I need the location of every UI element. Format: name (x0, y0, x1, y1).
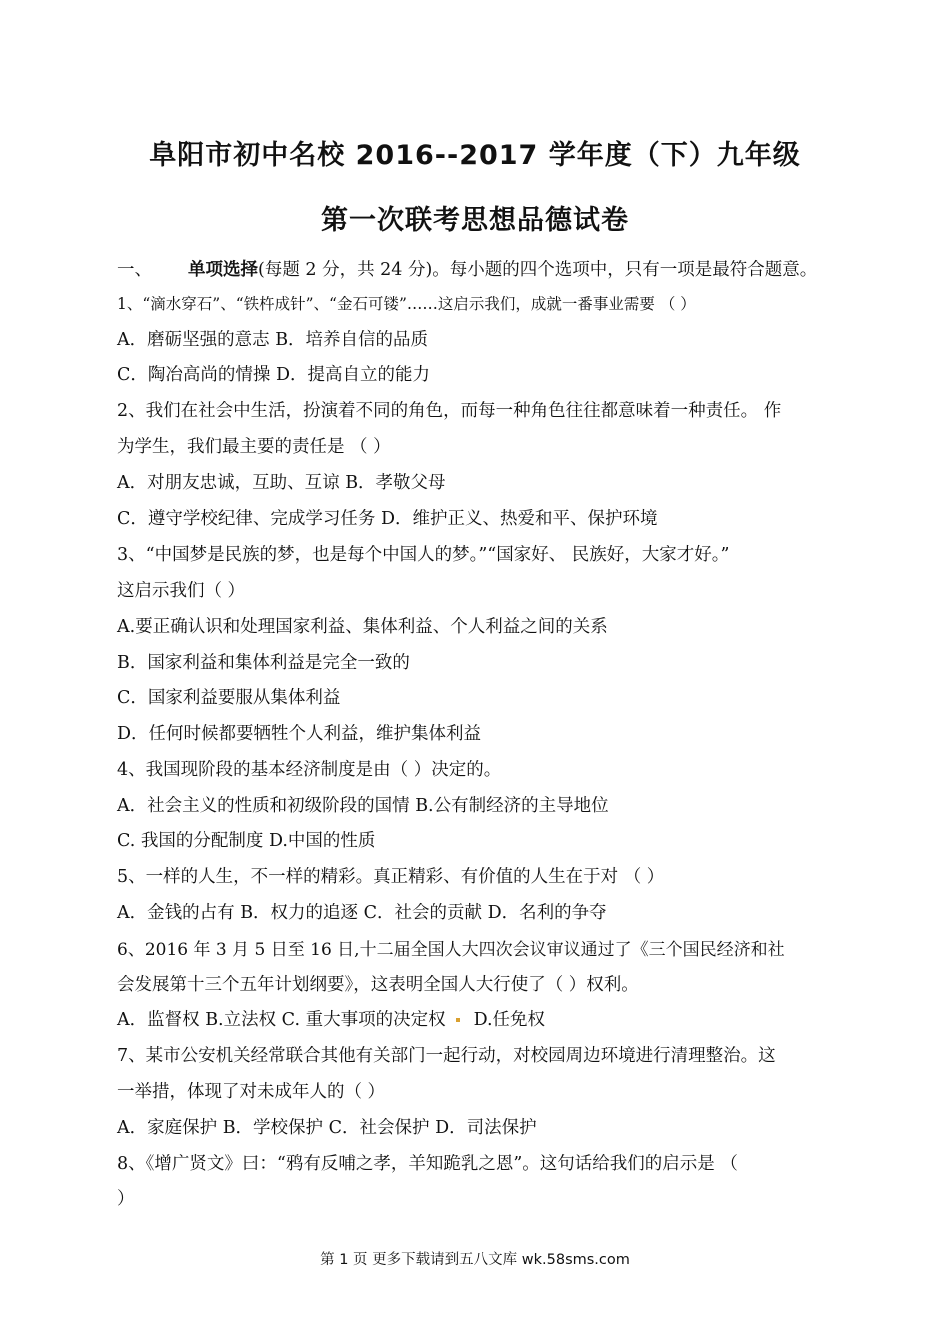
section-title: 单项选择 (188, 260, 258, 280)
q2-stem-line2: 为学生，我们最主要的责任是 （ ） (117, 437, 391, 457)
q7-options: A．家庭保护 B．学校保护 C．社会保护 D．司法保护 (117, 1118, 537, 1138)
q7-stem-line2: 一举措，体现了对未成年人的（ ） (117, 1082, 386, 1102)
q1-options-row1: A．磨砺坚强的意志 B．培养自信的品质 (117, 330, 429, 350)
q7-stem-line1: 7、某市公安机关经常联合其他有关部门一起行动，对校园周边环境进行清理整治。这 (117, 1046, 776, 1066)
q1-stem: 1、“滴水穿石”、“铁杵成针”、“金石可镂”……这启示我们，成就一番事业需要 （ ） (117, 295, 696, 313)
q6-options (117, 1006, 545, 1031)
q4-stem: 4、我国现阶段的基本经济制度是由（ ）决定的。 (117, 760, 502, 780)
q3-option-d: D．任何时候都要牺牲个人利益，维护集体利益 (117, 724, 482, 744)
q3-stem-line2: 这启示我们（ ） (117, 581, 246, 601)
q5-stem: 5、一样的人生，不一样的精彩。真正精彩、有价值的人生在于对 （ ） (117, 867, 665, 887)
q6-options-right: D.任免权 (473, 1010, 546, 1030)
q6-stem-line1: 6、2016 年 3 月 5 日至 16 日,十二届全国人大四次会议审议通过了《三个国民经济和社 (117, 940, 785, 960)
page-footer: 第 1 页 更多下载请到五八文库 wk.58sms.com (320, 1252, 630, 1268)
q3-option-c: C．国家利益要服从集体利益 (117, 688, 341, 708)
highlight-dot (456, 1018, 460, 1022)
q3-stem-line1: 3、“中国梦是民族的梦，也是每个中国人的梦。”“国家好、 民族好，大家才好。” (117, 545, 730, 565)
q6-stem-line2: 会发展第十三个五年计划纲要》，这表明全国人大行使了（ ）权利。 (117, 975, 639, 995)
q2-options-row1: A．对朋友忠诚，互助、互谅 B．孝敬父母 (117, 473, 446, 493)
q1-options-row2: C．陶冶高尚的情操 D．提高自立的能力 (117, 365, 430, 385)
section-instructions: (每题 2 分，共 24 分)。每小题的四个选项中，只有一项是最符合题意。 (258, 260, 818, 280)
q4-options-row1: A．社会主义的性质和初级阶段的国情 B.公有制经济的主导地位 (117, 796, 609, 816)
exam-title-line2: 第一次联考思想品德试卷 (321, 205, 629, 236)
q8-stem-line1: 8、《增广贤文》曰：“鸦有反哺之孝，羊知跪乳之恩”。这句话给我们的启示是 （ (117, 1154, 738, 1174)
q3-option-b: B．国家利益和集体利益是完全一致的 (117, 653, 410, 673)
q4-options-row2: C. 我国的分配制度 D.中国的性质 (117, 831, 376, 851)
q2-options-row2: C．遵守学校纪律、完成学习任务 D．维护正义、热爱和平、保护环境 (117, 509, 658, 529)
q8-stem-line2: ） (117, 1189, 135, 1209)
section-number: 一、 (117, 260, 152, 280)
q3-option-a: A.要正确认识和处理国家利益、集体利益、个人利益之间的关系 (117, 617, 608, 637)
q2-stem-line1: 2、我们在社会中生活，扮演着不同的角色，而每一种角色往往都意味着一种责任。 作 (117, 401, 782, 421)
section-heading (117, 256, 817, 281)
exam-title-line1: 阜阳市初中名校 2016--2017 学年度（下）九年级 (149, 140, 801, 171)
q6-options-left: A．监督权 B.立法权 C. 重大事项的决定权 (117, 1010, 446, 1030)
q5-options: A．金钱的占有 B．权力的追逐 C．社会的贡献 D．名利的争夺 (117, 903, 607, 923)
